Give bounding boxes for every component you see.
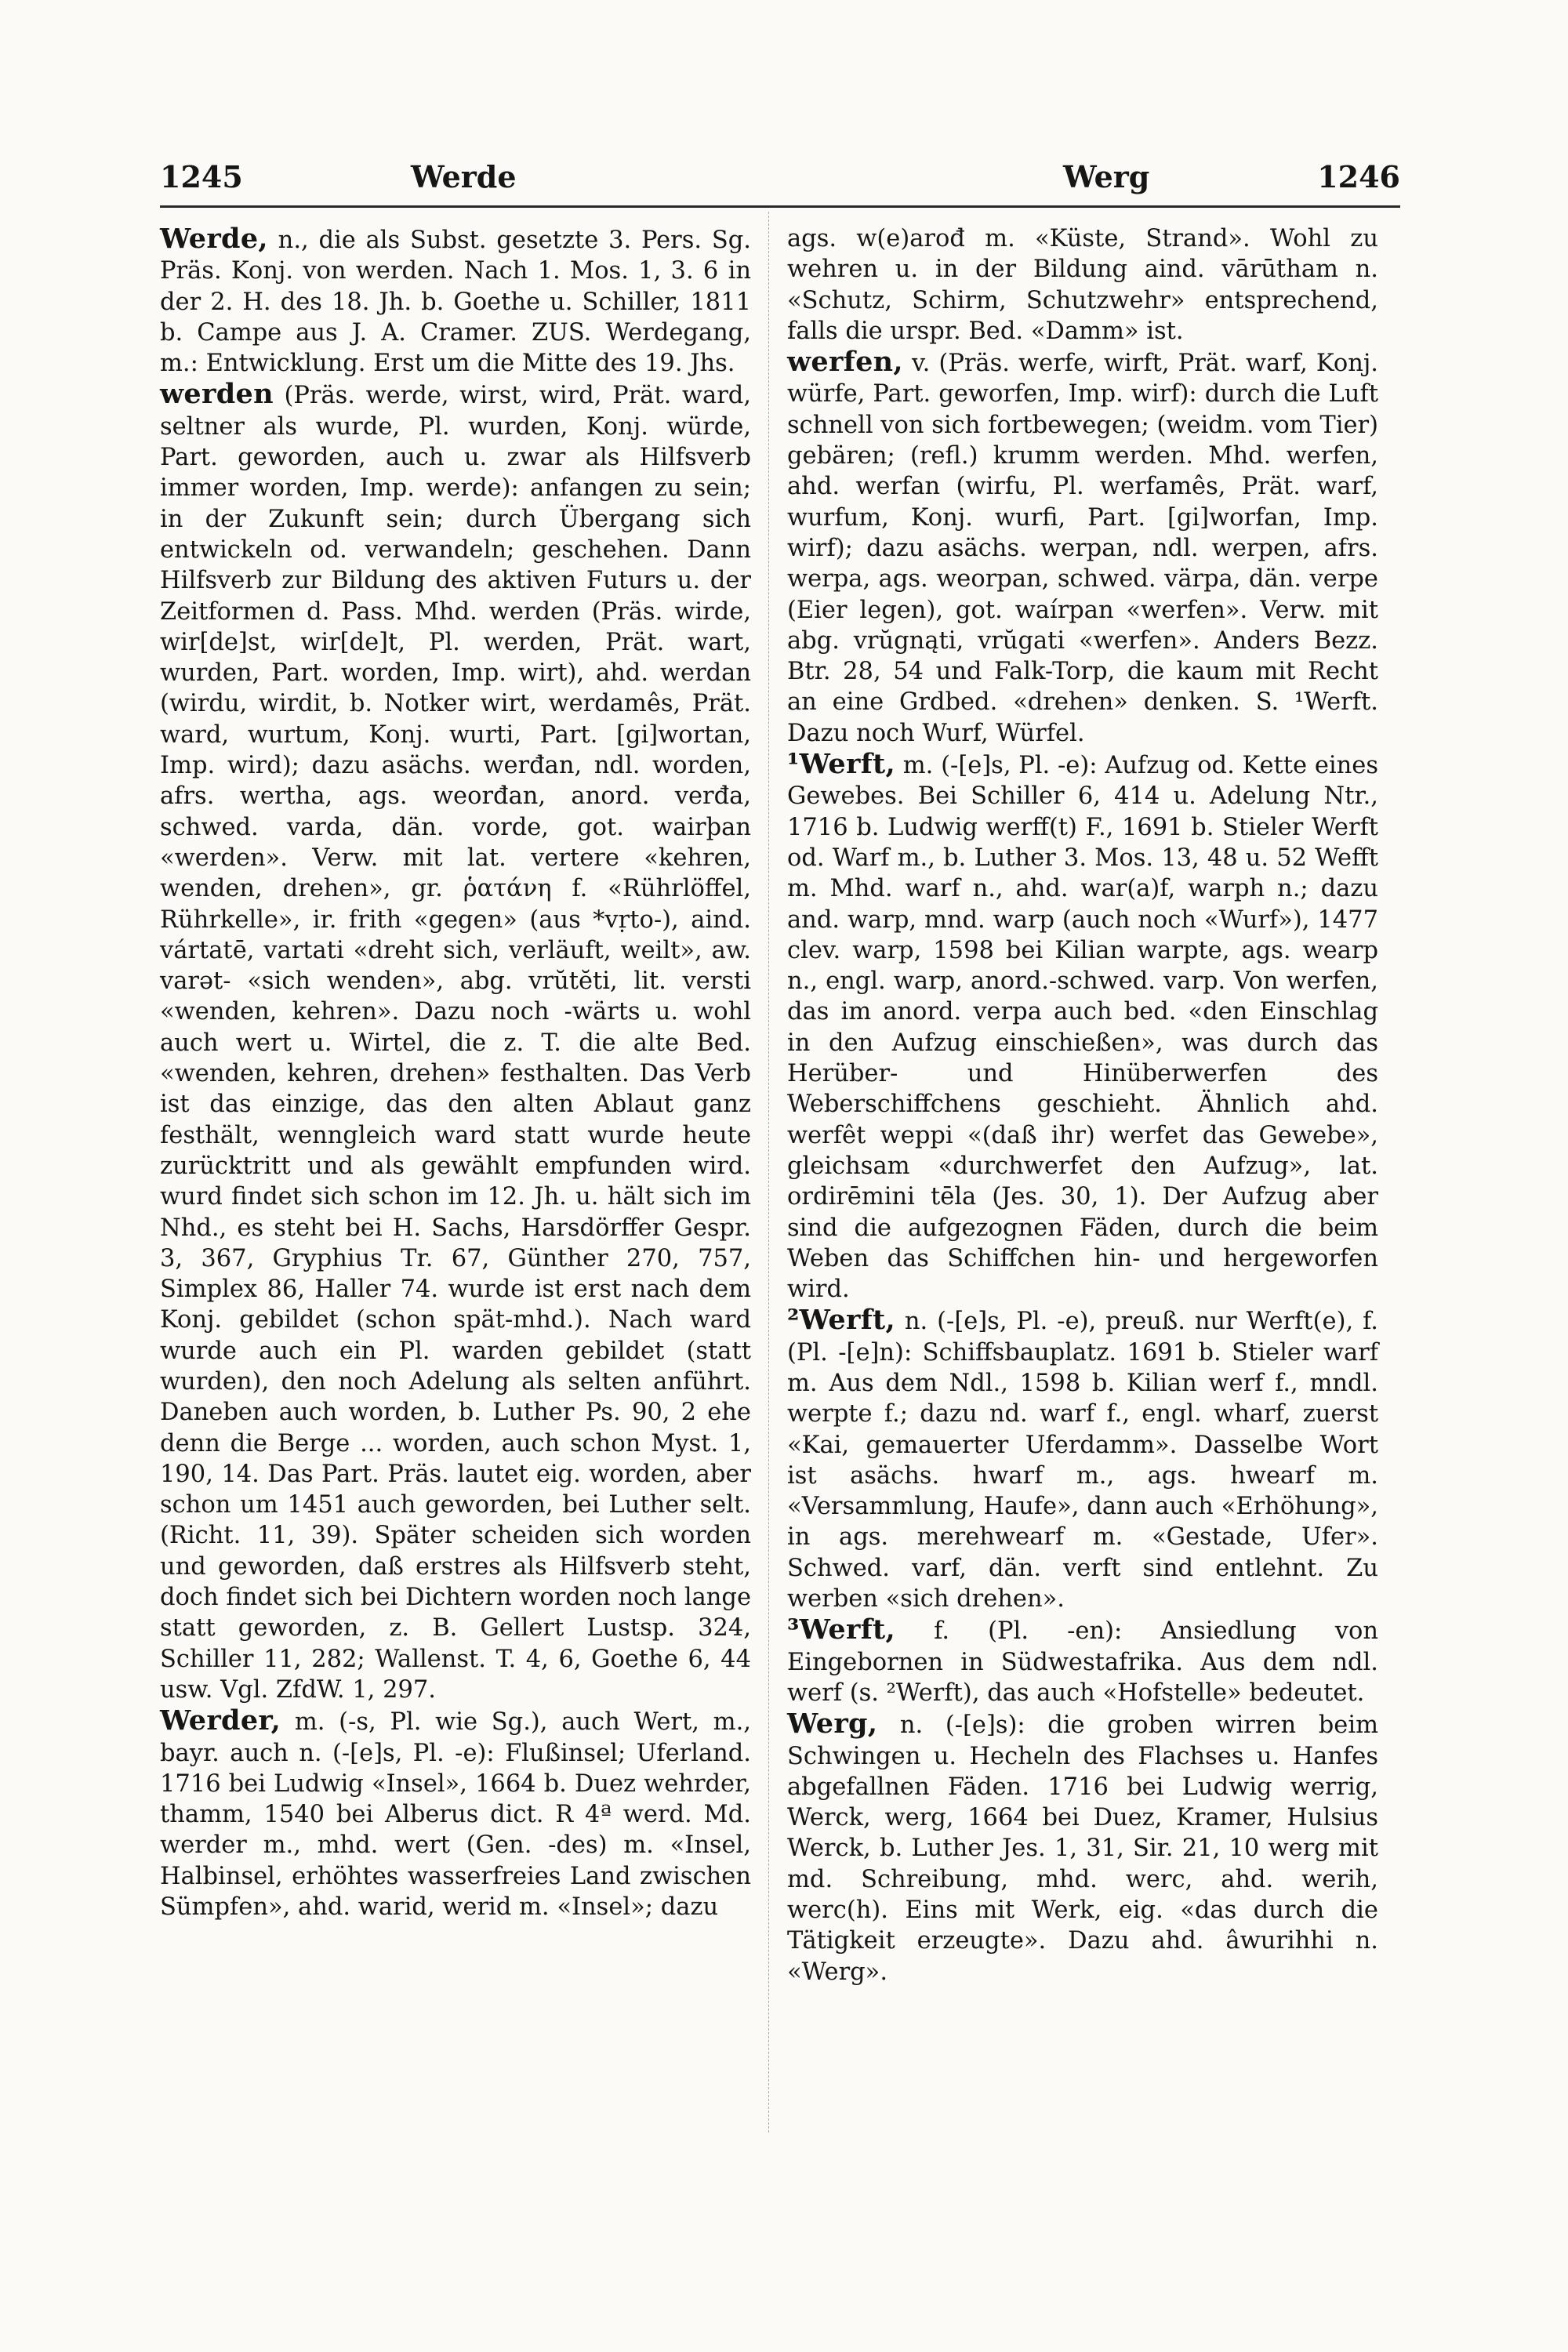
dictionary-entry-werft-3 [787,1614,1378,1708]
dictionary-entry-werfen [787,347,1378,749]
entry-headword: Werder, [160,1704,281,1737]
dictionary-entry-werder-continued [787,223,1378,347]
left-column [160,223,751,1922]
dictionary-entry-werft-2 [787,1305,1378,1614]
entry-headword: werfen, [787,346,903,379]
entry-text: n. (-[e]s, Pl. -e), preuß. nur Werft(e), f. (Pl. -[e]n): Schiffsbauplatz. 1691 b. Stieler warf m. Aus dem Ndl., 1598 b. Kilian werf f., mndl. werpte f.; dazu nd. warf f., engl. wharf, zuerst «Kai, gemauerter Uferdamm». Dasselbe Wort ist asächs. hwarf m., ags. hwearf m. «Versammlung, Haufe», dann auch «Erhöhung», in ags. merehwearf m. «Gestade, Ufer». Schwed. varf, dän. verft sind entlehnt. Zu werben «sich drehen». [787,1308,1378,1613]
dictionary-entry-werg [787,1708,1378,1987]
entry-text: v. (Präs. werfe, wirft, Prät. warf, Konj. würfe, Part. geworfen, Imp. wirf): durch die Luft schnell von sich fortbewegen; (weidm. vom Tier) gebären; (refl.) krumm werden. Mhd. werfen, ahd. werfan (wirfu, Pl. werfamês, Prät. warf, wurfum, Konj. wurfi, Part. [gi]worfan, Imp. wirf); dazu asächs. werpan, ndl. werpen, afrs. werpa, ags. weorpan, schwed. värpa, dän. verpe (Eier legen), got. waírpan «werfen». Verw. mit abg. vrŭgnąti, vrŭgati «werfen». Anders Bezz. Btr. 28, 54 und Falk-Torp, die kaum mit Recht an eine Grdbed. «drehen» denken. S. ¹Werft. Dazu noch Wurf, Würfel. [787,350,1379,747]
dictionary-entry-werden [160,379,751,1705]
left-page-number: 1245 [160,159,243,194]
entry-headword: ²Werft, [787,1304,895,1337]
right-column [787,223,1378,1987]
left-running-head: Werde [411,159,517,194]
entry-text: n., die als Subst. gesetzte 3. Pers. Sg. Präs. Konj. von werden. Nach 1. Mos. 1, 3. 6 in der 2. H. des 18. Jh. b. Goethe u. Schiller, 1811 b. Campe aus J. A. Cramer. ZUS. Werdegang, m.: Entwicklung. Erst um die Mitte des 19. Jhs. [160,227,751,378]
entry-text: n. (-[e]s): die groben wirren beim Schwingen u. Hecheln des Flachses u. Hanfes abgefallnen Fäden. 1716 bei Ludwig werrig, Werck, werg, 1664 bei Duez, Kramer, Hulsius Werck, b. Luther Jes. 1, 31, Sir. 21, 10 werg mit md. Schreibung, mhd. werc, ahd. werih, werc(h). Eins mit Werk, eig. «das durch die Tätigkeit erzeugte». Dazu ahd. âwurihhi n. «Werg». [787,1711,1378,1986]
entry-text: ags. w(e)arođ m. «Küste, Strand». Wohl zu wehren u. in der Bildung aind. vārūtham n. «Schutz, Schirm, Schutzwehr» entsprechend, falls die urspr. Bed. «Damm» ist. [787,225,1378,345]
dictionary-entry-werde [160,223,751,379]
dictionary-entry-werft-1 [787,749,1378,1305]
header-rule [160,205,1400,208]
page-header [160,157,1400,204]
entry-text: m. (-[e]s, Pl. -e): Aufzug od. Kette eines Gewebes. Bei Schiller 6, 414 u. Adelung Ntr., 1716 b. Ludwig werff(t) F., 1691 b. Stieler Werft od. Warf m., b. Luther 3. Mos. 13, 48 u. 52 Wefft m. Mhd. warf n., ahd. war(a)f, warph n.; dazu and. warp, mnd. warp (auch noch «Wurf»), 1477 clev. warp, 1598 bei Kilian warpte, ags. wearp n., engl. warp, anord.-schwed. varp. Von werfen, das im anord. verpa auch bed. «den Einschlag in den Aufzug einschießen», was durch das Herüber- und Hinüberwerfen des Weberschiffchens geschieht. Ähnlich ahd. werfêt weppi «(daß ihr) werfet das Gewebe», gleichsam «durchwerfet den Aufzug», lat. ordirēmini tēla (Jes. 30, 1). Der Aufzug aber sind die aufgezognen Fäden, durch die beim Weben das Schiffchen hin- und hergeworfen wird. [787,752,1378,1304]
right-running-head: Werg [1063,159,1150,194]
column-divider [768,212,769,2132]
entry-headword: werden [160,378,274,411]
dictionary-entry-werder [160,1705,751,1922]
entry-headword: Werg, [787,1708,878,1740]
entry-headword: Werde, [160,223,268,255]
entry-text: f. (Pl. -en): Ansiedlung von Eingebornen in Südwestafrika. Aus dem ndl. werf (s. ²Werft), das auch «Hofstelle» bedeutet. [787,1617,1378,1707]
entry-headword: ³Werft, [787,1613,895,1646]
entry-text: (Präs. werde, wirst, wird, Prät. ward, seltner als wurde, Pl. wurden, Konj. würde, Part. geworden, auch u. zwar als Hilfsverb immer worden, Imp. werde): anfangen zu sein; in der Zukunft sein; durch Übergang sich entwickeln od. verwandeln; geschehen. Dann Hilfsverb zur Bildung des aktiven Futurs u. der Zeitformen d. Pass. Mhd. werden (Präs. wirde, wir[de]st, wir[de]t, Pl. werden, Prät. wart, wurden, Part. worden, Imp. wirt), ahd. werdan (wirdu, wirdit, b. Notker wirt, werdamês, Prät. ward, wurtum, Konj. wurti, Part. [gi]wortan, Imp. wird); dazu asächs. werđan, ndl. worden, afrs. wertha, ags. weorđan, anord. verđa, schwed. varda, dän. vorde, got. wairþan «werden». Verw. mit lat. vertere «kehren, wenden, drehen», gr. ῥατάνη f. «Rührlöffel, Rührkelle», ir. frith «gegen» (aus *vṛto-), aind. vártatē, vartati «dreht sich, verläuft, weilt», aw. varət- «sich wenden», abg. vrŭtĕti, lit. versti «wenden, kehren». Dazu noch -wärts u. wohl auch wert u. Wirtel, die z. T. die alte Bed. «wenden, kehren, drehen» festhalten. Das Verb ist das einzige, das den alten Ablaut ganz festhält, wenngleich ward statt wurde heute zurücktritt und als gewählt empfunden wird. wurd findet sich schon im 12. Jh. u. hält sich im Nhd., es steht bei H. Sachs, Harsdörffer Gespr. 3, 367, Gryphius Tr. 67, Günther 270, 757, Simplex 86, Haller 74. wurde ist erst nach dem Konj. gebildet (schon spät-mhd.). Nach ward wurde auch ein Pl. warden gebildet (statt wurden), den noch Adelung als selten anführt. Daneben auch worden, b. Luther Ps. 90, 2 ehe denn die Berge ... worden, auch schon Myst. 1, 190, 14. Das Part. Präs. lautet eig. worden, aber schon um 1451 auch geworden, bei Luther selt. (Richt. 11, 39). Später scheiden sich worden und geworden, daß erstres als Hilfsverb steht, doch findet sich bei Dichtern worden noch lange statt geworden, z. B. Gellert Lustsp. 324, Schiller 11, 282; Wallenst. T. 4, 6, Goethe 6, 44 usw. Vgl. ZfdW. 1, 297. [160,382,752,1704]
entry-headword: ¹Werft, [787,748,895,781]
entry-text: m. (-s, Pl. wie Sg.), auch Wert, m., bayr. auch n. (-[e]s, Pl. -e): Flußinsel; Uferland. 1716 bei Ludwig «Insel», 1664 b. Duez wehrder, thamm, 1540 bei Alberus dict. R 4ª werd. Md. werder m., mhd. wert (Gen. -des) m. «Insel, Halbinsel, erhöhtes wasserfreies Land zwischen Sümpfen», ahd. warid, werid m. «Insel»; dazu [160,1708,751,1922]
right-page-number: 1246 [1317,159,1400,194]
